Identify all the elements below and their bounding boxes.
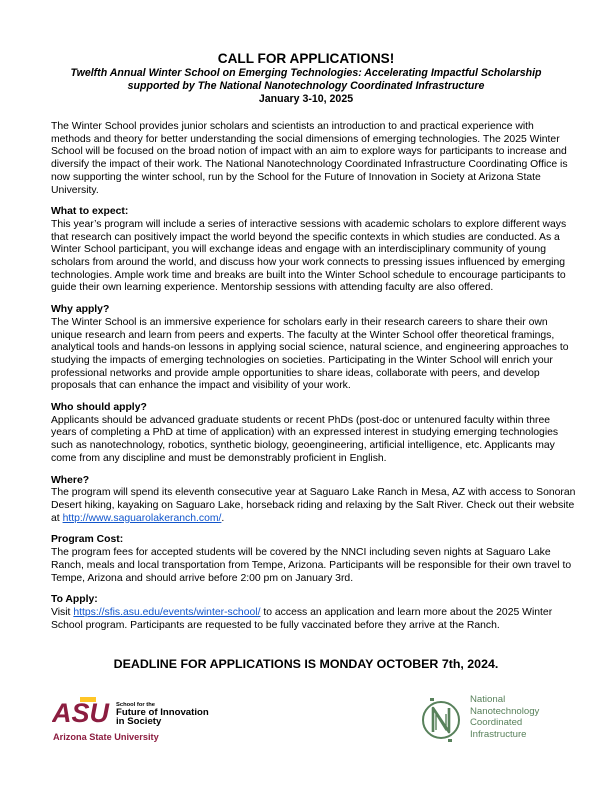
section-text: The program fees for accepted students will be covered by the NNCI including seven nights at Saguaro Lake Ranch, meals and local transportation from Tempe, Arizona. Participants will be responsible for their own travel to Tempe, Arizona and should arrive before 2:00 pm on January 3rd.: [51, 547, 572, 584]
event-dates: January 3-10, 2025: [258, 93, 354, 105]
asu-mark: ASU: [52, 698, 110, 728]
section-heading: What to expect:: [51, 206, 129, 218]
section-program-cost: [51, 534, 576, 585]
section-heading: Who should apply?: [51, 402, 147, 414]
section-heading: Where?: [51, 474, 90, 486]
asu-school-line-1: School for the: [116, 702, 155, 708]
section-text: to access an application and learn more about the 2025 Winter School program. Participants are requested to be fully vaccinated before they arrive at the Ranch.: [51, 606, 553, 631]
nnci-wordmark: [470, 694, 539, 740]
subtitle-line-1: Twelfth Annual Winter School on Emerging Technologies: Accelerating Impactful Scholarship: [70, 67, 542, 79]
section-why-apply: [51, 304, 576, 393]
nnci-line-2: Nanotechnology: [470, 705, 540, 717]
section-to-apply: [51, 594, 576, 632]
section-text: The Winter School is an immersive experience for scholars early in their research careers to share their own unique research and learn from peers and experts. The faculty at the Winter School offer theoretical framings, analytical tools and hands-on lessons in applying social science, natural science, and engineering approaches to studying the impacts of emerging technologies on societies. Participating in the Winter School will enrich your professional networks and provide ample opportunities to share ideas, collaborate with peers, and develop proposals that can enhance the impact and visibility of your work.: [51, 316, 569, 392]
section-where: [51, 475, 576, 526]
section-text-end: .: [221, 512, 225, 524]
nnci-line-1: National: [470, 694, 506, 705]
section-text: This year’s program will include a series of interactive sessions with academic scholars to explore different ways that research can positively impact the world beyond the specific contexts in which studies are conducted. As a Winter School participant, you will exchange ideas and engage with an interdisciplinary community of young scholars from around the world, and discuss how your work connects to pressing issues influenced by emerging technologies. Ample work time and breaks are built into the Winter School schedule to encourage participants to guide their own learning experience. Mentorship sessions with attending faculty are also offered.: [51, 218, 567, 294]
section-text-start: Visit: [51, 606, 74, 618]
section-heading: Program Cost:: [51, 534, 124, 546]
body-content: [51, 121, 576, 641]
section-text: Applicants should be advanced graduate students or recent PhDs (post-doc or untenured faculty within three years of completing a PhD at time of application) with an expressed interest in studying emerging technologies such as nanotechnology, robotics, synthetic biology, geoengineering, artificial intelligence, etc. Applicants may come from any discipline and must be demonstrably proficient in English.: [51, 414, 559, 464]
section-text: The program will spend its eleventh consecutive year at Saguaro Lake Ranch in Mesa, AZ with access to Sonoran Desert hiking, kayaking on Saguaro Lake, horseback riding and relaxing by the Salt River. Check out their website at: [51, 487, 576, 524]
ranch-website-link[interactable]: http://www.saguarolakeranch.com/: [62, 512, 222, 524]
nnci-line-4: Infrastructure: [470, 728, 527, 740]
asu-logo: [52, 695, 252, 745]
asu-school-line-2: Future of Innovation: [116, 707, 209, 718]
nnci-line-3: Coordinated: [470, 717, 523, 729]
page-title: CALL FOR APPLICATIONS!: [217, 51, 395, 66]
asu-university-name: Arizona State University: [53, 732, 159, 742]
nnci-mark-icon: [420, 690, 466, 750]
intro-paragraph: The Winter School provides junior scholars and scientists an introduction to and practical experience with methods and theory for better understanding the social dimensions of emerging technologies. The 2025 Winter School will be focused on the broad notion of impact with an aim to explore ways for participants to increase and diversify the impact of their work. The National Nanotechnology Coordinated Infrastructure Coordinating Office is now supporting the winter school, run by the School for the Future of Innovation in Society at Arizona State University.: [51, 121, 568, 196]
nnci-logo: [420, 690, 580, 750]
application-link[interactable]: https://sfis.asu.edu/events/winter-school/: [73, 606, 261, 618]
header: [40, 51, 572, 106]
section-heading: To Apply:: [51, 594, 98, 606]
section-who-should-apply: [51, 402, 576, 466]
section-heading: Why apply?: [51, 304, 110, 316]
subtitle-line-2: supported by The National Nanotechnology Coordinated Infrastructure: [127, 80, 485, 92]
deadline-banner: DEADLINE FOR APPLICATIONS IS MONDAY OCTOBER 7th, 2024.: [113, 657, 499, 671]
asu-school-line-3: in Society: [116, 716, 162, 727]
section-what-to-expect: [51, 206, 576, 295]
